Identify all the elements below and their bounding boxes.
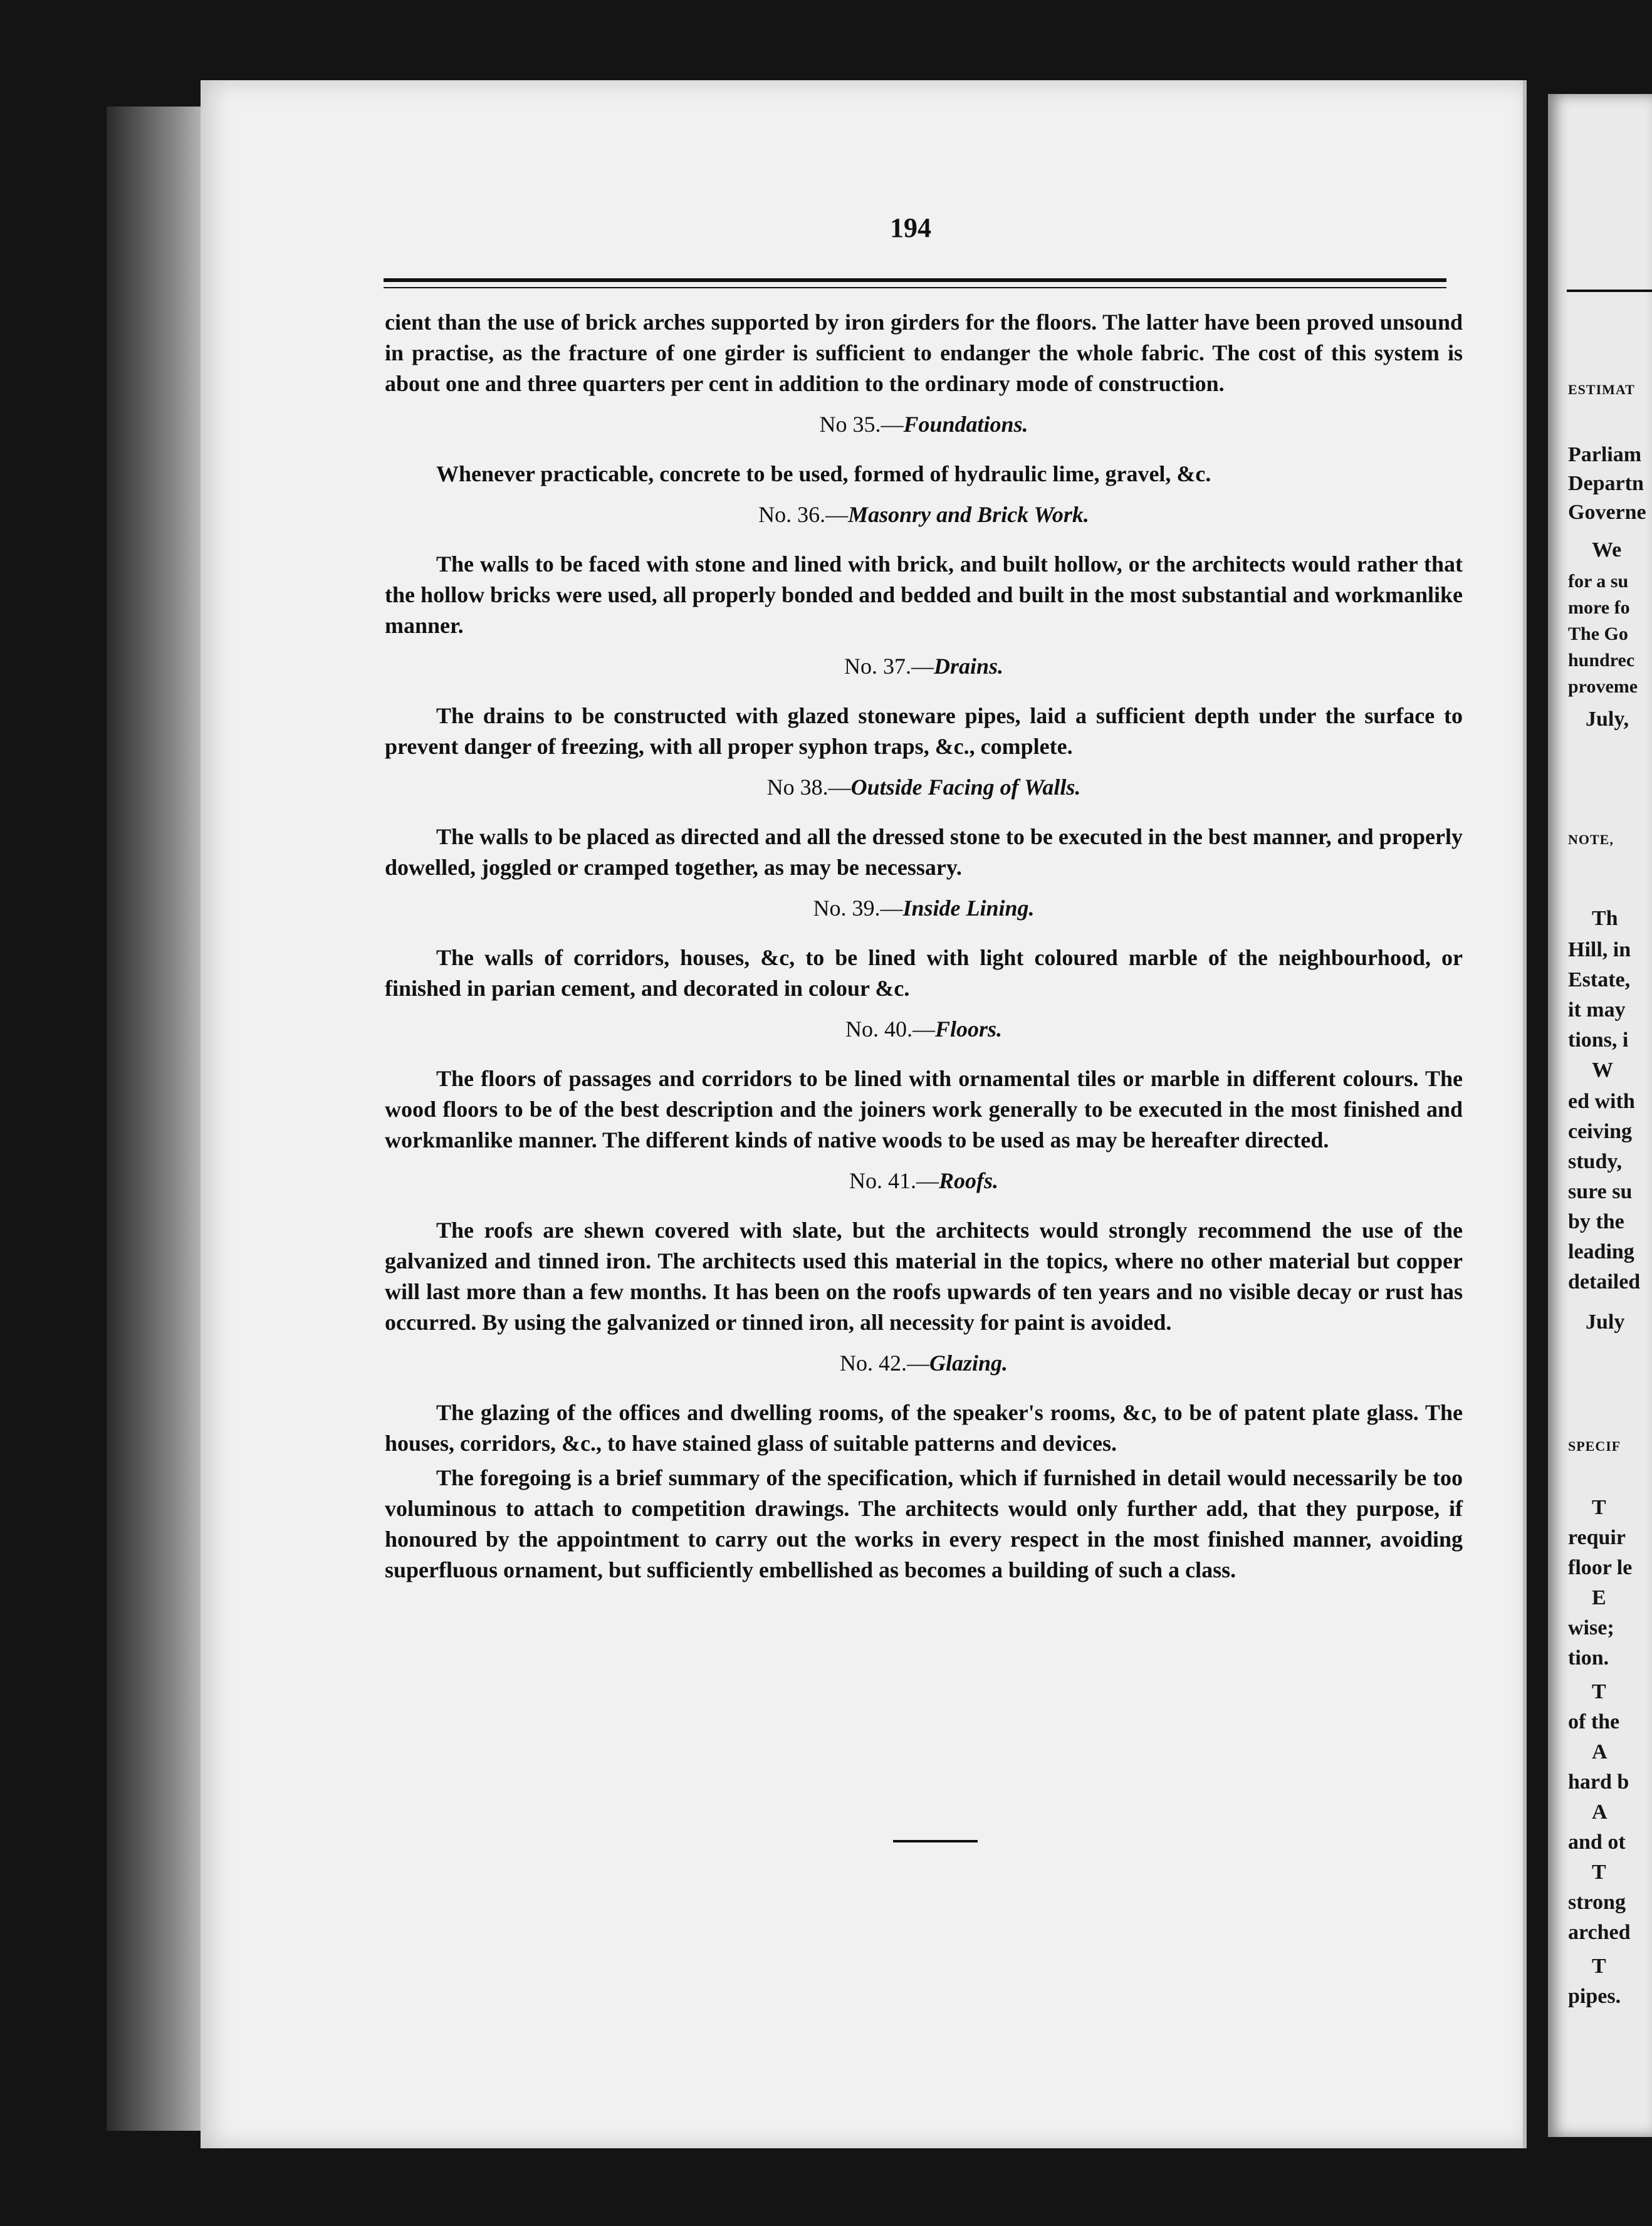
- section-36: [385, 499, 1463, 641]
- section-title: Drains.: [933, 654, 1004, 679]
- right-page-line: ESTIMAT: [1568, 382, 1635, 397]
- section-heading: [385, 893, 1463, 924]
- section-paragraph: The drains to be constructed with glazed stoneware pipes, laid a sufficient depth under the surface to prevent danger of freezing, with all proper syphon traps, &c., complete.: [385, 703, 1463, 759]
- right-page-line: T: [1592, 1680, 1606, 1703]
- page-body: [385, 307, 1463, 1586]
- right-page-line: study,: [1568, 1150, 1622, 1173]
- right-page-line: tion.: [1568, 1646, 1609, 1669]
- right-page-line: July: [1586, 1310, 1625, 1334]
- closing-paragraph: The foregoing is a brief summary of the specification, which if furnished in detail would necessarily be too voluminous to attach to competition drawings. The architects would only further add, that they purpose, if honoured by the appointment to carry out the works in every respect in the most finished manner, avoiding superfluous ornament, but sufficiently embellished as becomes a building of such a class.: [385, 1465, 1463, 1582]
- section-title: Foundations.: [903, 412, 1028, 437]
- section-title: Outside Facing of Walls.: [850, 775, 1081, 800]
- right-page-line: more fo: [1568, 597, 1630, 618]
- section-paragraph: The walls of corridors, houses, &c, to be lined with light coloured marble of the neighbourhood, or finished in parian cement, and decorated in colour &c.: [385, 945, 1463, 1001]
- right-page-line: Estate,: [1568, 968, 1631, 991]
- section-heading: [385, 1166, 1463, 1196]
- section-paragraph: The glazing of the offices and dwelling rooms, of the speaker's rooms, &c, to be of patent plate glass. The houses, corridors, &c., to have stained glass of suitable patterns and devices.: [385, 1400, 1463, 1456]
- section-title: Roofs.: [938, 1168, 998, 1193]
- section-title: Glazing.: [929, 1351, 1008, 1376]
- section-paragraph: The walls to be placed as directed and all the dressed stone to be executed in the best manner, and properly dowelled, joggled or cramped together, as may be necessary.: [385, 824, 1463, 880]
- section-paragraph: The walls to be faced with stone and lined with brick, and built hollow, or the architects would rather that the hollow bricks were used, all properly bonded and bedded and built in the most substantial and workmanlike manner.: [385, 551, 1463, 638]
- right-page-line: We: [1592, 538, 1622, 562]
- right-page-line: Governe: [1568, 501, 1646, 524]
- right-page-line: Parliam: [1568, 443, 1642, 466]
- section-heading: [385, 1014, 1463, 1045]
- right-page-line: it may: [1568, 998, 1626, 1022]
- section-number: No 35.—: [819, 412, 904, 437]
- section-heading: [385, 651, 1463, 682]
- right-page-line: W: [1592, 1058, 1613, 1082]
- right-page-line: The Go: [1568, 624, 1628, 644]
- right-page-line: A: [1592, 1740, 1608, 1764]
- section-number: No. 40.—: [845, 1016, 935, 1042]
- section-title: Inside Lining.: [902, 896, 1035, 921]
- right-page-line: T: [1592, 1955, 1606, 1978]
- section-number: No. 36.—: [758, 502, 849, 527]
- right-page-line: ed with: [1568, 1090, 1635, 1113]
- right-page-line: leading: [1568, 1240, 1634, 1263]
- section-35: [385, 409, 1463, 489]
- section-number: No. 41.—: [849, 1168, 939, 1193]
- section-38: [385, 772, 1463, 883]
- book-page-edges: [107, 107, 207, 2131]
- right-page-line: July,: [1586, 708, 1629, 731]
- section-42: [385, 1348, 1463, 1586]
- right-page: [1548, 94, 1652, 2137]
- right-page-line: by the: [1568, 1210, 1624, 1233]
- right-page-line: pipes.: [1568, 1985, 1621, 2008]
- right-page-line: Hill, in: [1568, 938, 1631, 961]
- right-page-line: for a su: [1568, 571, 1629, 592]
- section-title: Masonry and Brick Work.: [848, 502, 1089, 527]
- right-page-line: and ot: [1568, 1831, 1626, 1854]
- section-number: No. 37.—: [844, 654, 934, 679]
- right-page-line: T: [1592, 1496, 1606, 1519]
- opening-paragraph: cient than the use of brick arches supported by iron girders for the floors. The latter have been proved unsound in practise, as the fracture of one girder is sufficient to endanger the whole fabric. The cost of this system is about one and three quarters per cent in addition to the ordinary mode of construction.: [385, 310, 1463, 396]
- section-paragraph: Whenever practicable, concrete to be used, formed of hydraulic lime, gravel, &c.: [436, 461, 1211, 486]
- section-39: [385, 893, 1463, 1004]
- right-page-line: wise;: [1568, 1616, 1614, 1639]
- section-heading: [385, 409, 1463, 440]
- right-page-header-rule: [1567, 290, 1652, 292]
- right-page-line: floor le: [1568, 1556, 1633, 1579]
- header-rule-thick: [384, 278, 1446, 282]
- right-page-line: requir: [1568, 1526, 1626, 1549]
- section-heading: [385, 1348, 1463, 1379]
- section-number: No. 42.—: [839, 1351, 929, 1376]
- right-page-line: arched: [1568, 1921, 1631, 1944]
- right-page-line: hard b: [1568, 1770, 1629, 1794]
- right-page-line: tions, i: [1568, 1028, 1629, 1052]
- section-paragraph: The floors of passages and corridors to be lined with ornamental tiles or marble in different colours. The wood floors to be of the best description and the joiners work generally to be executed in the most finished and workmanlike manner. The different kinds of native woods to be used as may be hereafter directed.: [385, 1066, 1463, 1152]
- end-rule: [893, 1840, 978, 1842]
- section-title: Floors.: [934, 1016, 1003, 1042]
- section-41: [385, 1166, 1463, 1338]
- right-page-line: Th: [1592, 907, 1618, 930]
- right-page-line: SPECIF: [1568, 1438, 1621, 1454]
- right-page-line: A: [1592, 1800, 1608, 1824]
- right-page-line: Departn: [1568, 472, 1644, 495]
- section-40: [385, 1014, 1463, 1156]
- right-page-line: NOTE,: [1568, 832, 1614, 847]
- section-heading: [385, 772, 1463, 803]
- right-page-line: hundrec: [1568, 650, 1635, 671]
- right-page-line: of the: [1568, 1710, 1620, 1733]
- right-page-line: strong: [1568, 1891, 1626, 1914]
- section-heading: [385, 499, 1463, 530]
- section-number: No. 39.—: [813, 896, 903, 921]
- right-page-line: sure su: [1568, 1180, 1633, 1203]
- right-page-line: proveme: [1568, 676, 1638, 697]
- right-page-line: T: [1592, 1861, 1606, 1884]
- right-page-line: ceiving: [1568, 1120, 1632, 1143]
- section-37: [385, 651, 1463, 762]
- header-rule-thin: [384, 287, 1446, 288]
- page-number: 194: [890, 212, 931, 243]
- section-paragraph: The roofs are shewn covered with slate, but the architects would strongly recommend the use of the galvanized and tinned iron. The architects used this material in the topics, where no other material but copper will last more than a few months. It has been on the roofs upwards of ten years and no visible decay or rust has occurred. By using the galvanized or tinned iron, all necessity for paint is avoided.: [385, 1218, 1463, 1335]
- right-page-line: detailed: [1568, 1270, 1641, 1293]
- section-number: No 38.—: [766, 775, 851, 800]
- right-page-line: E: [1592, 1586, 1606, 1609]
